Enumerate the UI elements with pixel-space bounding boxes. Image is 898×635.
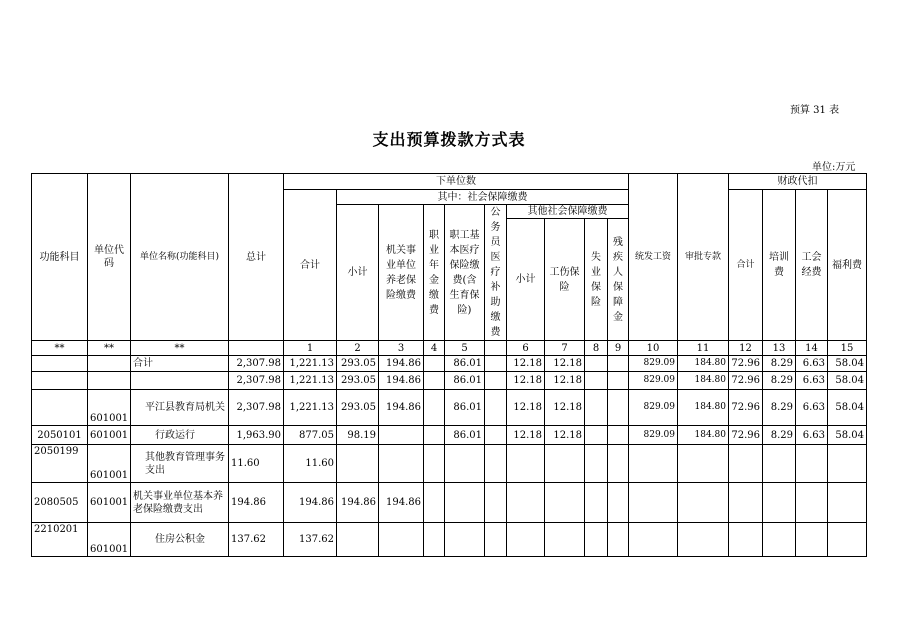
header-fiscal: 财政代扣	[729, 174, 867, 190]
budget-table	[31, 173, 867, 557]
header-training: 培训费	[763, 190, 796, 341]
index-row: ** ** ** 1 2 3 4 5 6 7 8 9 10 11 12 13 14 15	[32, 341, 867, 356]
table-row: 2210201 601001 住房公积金 137.62 137.62	[32, 523, 867, 557]
header-social: 其中：社会保障缴费	[337, 190, 629, 205]
table-code: 预算 31 表	[790, 105, 840, 116]
header-injury: 工伤保险	[545, 219, 585, 341]
header-salary: 统发工资	[629, 174, 678, 341]
header-approve: 审批专款	[678, 174, 729, 341]
header-medical: 职工基本医疗保险缴费(含生育保险)	[445, 205, 485, 341]
header-unemploy: 失业保险	[585, 219, 608, 341]
header-total: 总计	[229, 174, 284, 341]
header-subtotal: 合计	[284, 190, 337, 341]
header-other-social: 其他社会保障缴费	[507, 205, 629, 219]
header-union: 工会经费	[796, 190, 828, 341]
header-welfare: 福利费	[828, 190, 867, 341]
table-row: 2050101 601001 行政运行 1,963.90 877.05 98.19 86.01 12.18 12.18 829.09 184.80 72.96 8.29 6.63 58.04	[32, 426, 867, 445]
header-other-small: 小计	[507, 219, 545, 341]
table-row: 2,307.98 1,221.13 293.05 194.86 86.01 12.18 12.18 829.09 184.80 72.96 8.29 6.63 58.04	[32, 372, 867, 390]
header-small: 小计	[337, 205, 379, 341]
header-disabled: 残疾人保障金	[608, 219, 629, 341]
page-title: 支出预算拨款方式表	[372, 130, 526, 149]
table-row: 2050199 601001 其他教育管理事务支出 11.60 11.60	[32, 445, 867, 483]
header-fiscal-total: 合计	[729, 190, 763, 341]
unit-label: 单位:万元	[812, 162, 856, 173]
header-unit-name: 单位名称(功能科目)	[131, 174, 229, 341]
header-civil: 公务员医疗补助缴费	[485, 205, 507, 341]
header-annuity: 职业年金缴费	[424, 205, 445, 341]
table-row: 2080505 601001 机关事业单位基本养老保险缴费支出 194.86 194.86 194.86 194.86	[32, 483, 867, 523]
header-pension: 机关事业单位养老保险缴费	[379, 205, 424, 341]
table-row: 合计 2,307.98 1,221.13 293.05 194.86 86.01 12.18 12.18 829.09 184.80 72.96 8.29 6.63 58.04	[32, 356, 867, 372]
header-unit-code: 单位代码	[88, 174, 131, 341]
header-lower-unit: 下单位数	[284, 174, 629, 190]
table-row: 601001 平江县教育局机关 2,307.98 1,221.13 293.05 194.86 86.01 12.18 12.18 829.09 184.80 72.96 8.29 6.63 58.04	[32, 390, 867, 426]
header-func: 功能科目	[32, 174, 88, 341]
